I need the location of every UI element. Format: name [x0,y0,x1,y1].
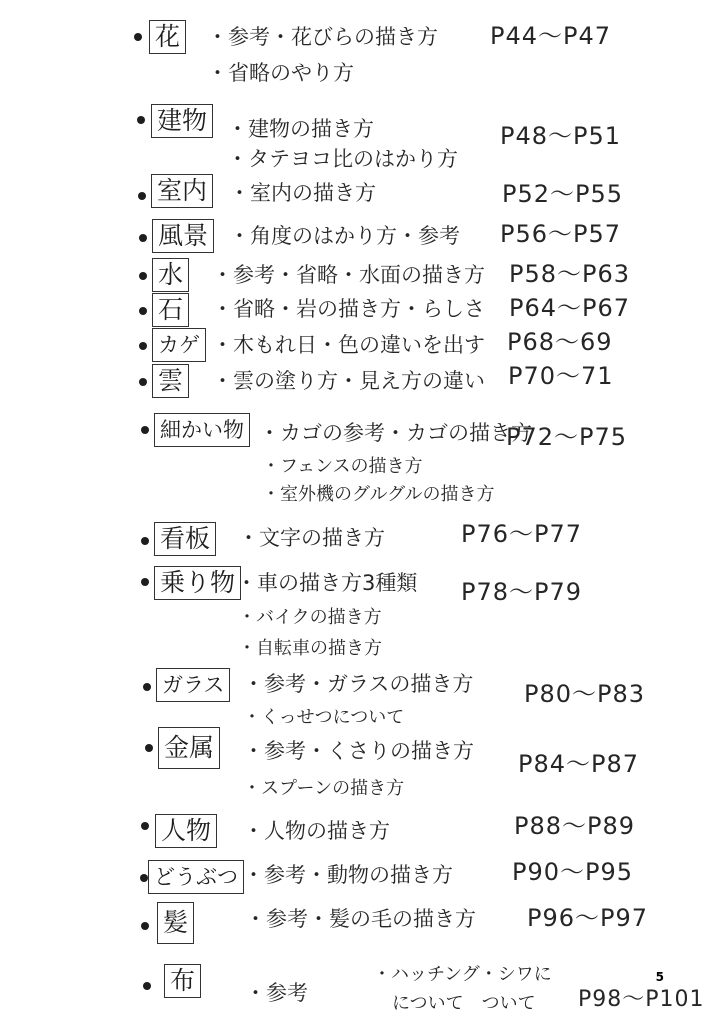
topic-line: ・バイクの描き方 [238,607,382,628]
topic-line: ・人物の描き方 [243,819,390,843]
topic-line: ・車の描き方3種類 [236,571,418,595]
topic-line: ・参考・くさりの描き方 [243,739,474,763]
category-label: 花 [149,20,186,54]
topic-line: ・参考・花びらの描き方 [207,25,438,49]
topic-line: ・室外機のグルグルの描き方 [262,484,495,505]
page-range: P64〜P67 [509,294,631,322]
bullet [141,922,149,930]
page-range: P70〜71 [508,362,614,390]
topic-line: ・ハッチング・シワに [373,964,552,985]
category-label: 雲 [152,364,189,398]
category-label: 建物 [151,104,213,138]
page-range: P44〜P47 [490,22,612,50]
topic-line: ・くっせつについて [243,707,405,728]
page-range: P52〜P55 [502,180,624,208]
bullet [141,537,149,545]
category-label: 風景 [152,219,214,253]
bullet [139,342,147,350]
topic-line: ・建物の描き方 [227,117,374,141]
category-label: 髪 [157,902,194,944]
page-range: P48〜P51 [500,122,622,150]
category-label: どうぶつ [148,860,244,894]
topic-line: ・木もれ日・色の違いを出す [212,333,485,357]
topic-line: ・フェンスの描き方 [262,456,423,477]
category-label: 水 [152,258,189,292]
bullet [134,33,142,41]
bullet [145,744,153,752]
page-range: P98〜P101 [578,987,705,1012]
topic-line: ・参考・省略・水面の描き方 [212,263,485,287]
page-range: P68〜69 [507,328,613,356]
topic-line: ・文字の描き方 [238,526,385,550]
topic-line: ・参考 [245,981,308,1005]
category-label: 金属 [158,727,220,769]
page-range: P80〜P83 [524,680,646,708]
topic-line: ・雲の塗り方・見え方の違い [212,369,485,393]
bullet [140,874,148,882]
page-range: P88〜P89 [514,812,636,840]
bullet [139,234,147,242]
category-label: 細かい物 [154,413,250,447]
topic-line: ・スプーンの描き方 [243,778,405,799]
topic-line: について ついて [392,993,536,1014]
category-label: 看板 [154,522,216,556]
page-range: P56〜P57 [500,220,622,248]
page-range: P58〜P63 [509,260,631,288]
bullet [138,192,146,200]
topic-line: ・カゴの参考・カゴの描き方 [259,421,532,445]
bullet [141,578,149,586]
topic-line: ・参考・動物の描き方 [243,863,453,887]
page-range: P90〜P95 [512,858,634,886]
topic-line: ・省略・岩の描き方・らしさ [212,297,485,321]
category-label: 布 [164,964,201,998]
page-range: P96〜P97 [527,904,649,932]
category-label: カゲ [152,328,206,362]
topic-line: ・参考・ガラスの描き方 [243,672,474,696]
page-number: 5 [655,970,664,984]
category-label: 石 [152,293,189,327]
bullet [139,272,147,280]
bullet [143,683,151,691]
page-range: P72〜P75 [506,423,628,451]
topic-line: ・タテヨコ比のはかり方 [227,147,458,171]
bullet [141,426,149,434]
topic-line: ・角度のはかり方・参考 [229,224,460,248]
page-range: P84〜P87 [518,750,640,778]
category-label: ガラス [156,668,230,702]
bullet [139,307,147,315]
page-range: P76〜P77 [461,520,583,548]
bullet [141,822,149,830]
bullet [143,982,151,990]
category-label: 室内 [151,174,213,208]
topic-line: ・省略のやり方 [207,61,354,85]
bullet [139,378,147,386]
category-label: 乗り物 [154,566,241,600]
topic-line: ・参考・髪の毛の描き方 [245,907,476,931]
topic-line: ・室内の描き方 [229,181,376,205]
bullet [137,116,145,124]
topic-line: ・自転車の描き方 [238,638,382,659]
page-range: P78〜P79 [461,578,583,606]
category-label: 人物 [155,814,217,848]
